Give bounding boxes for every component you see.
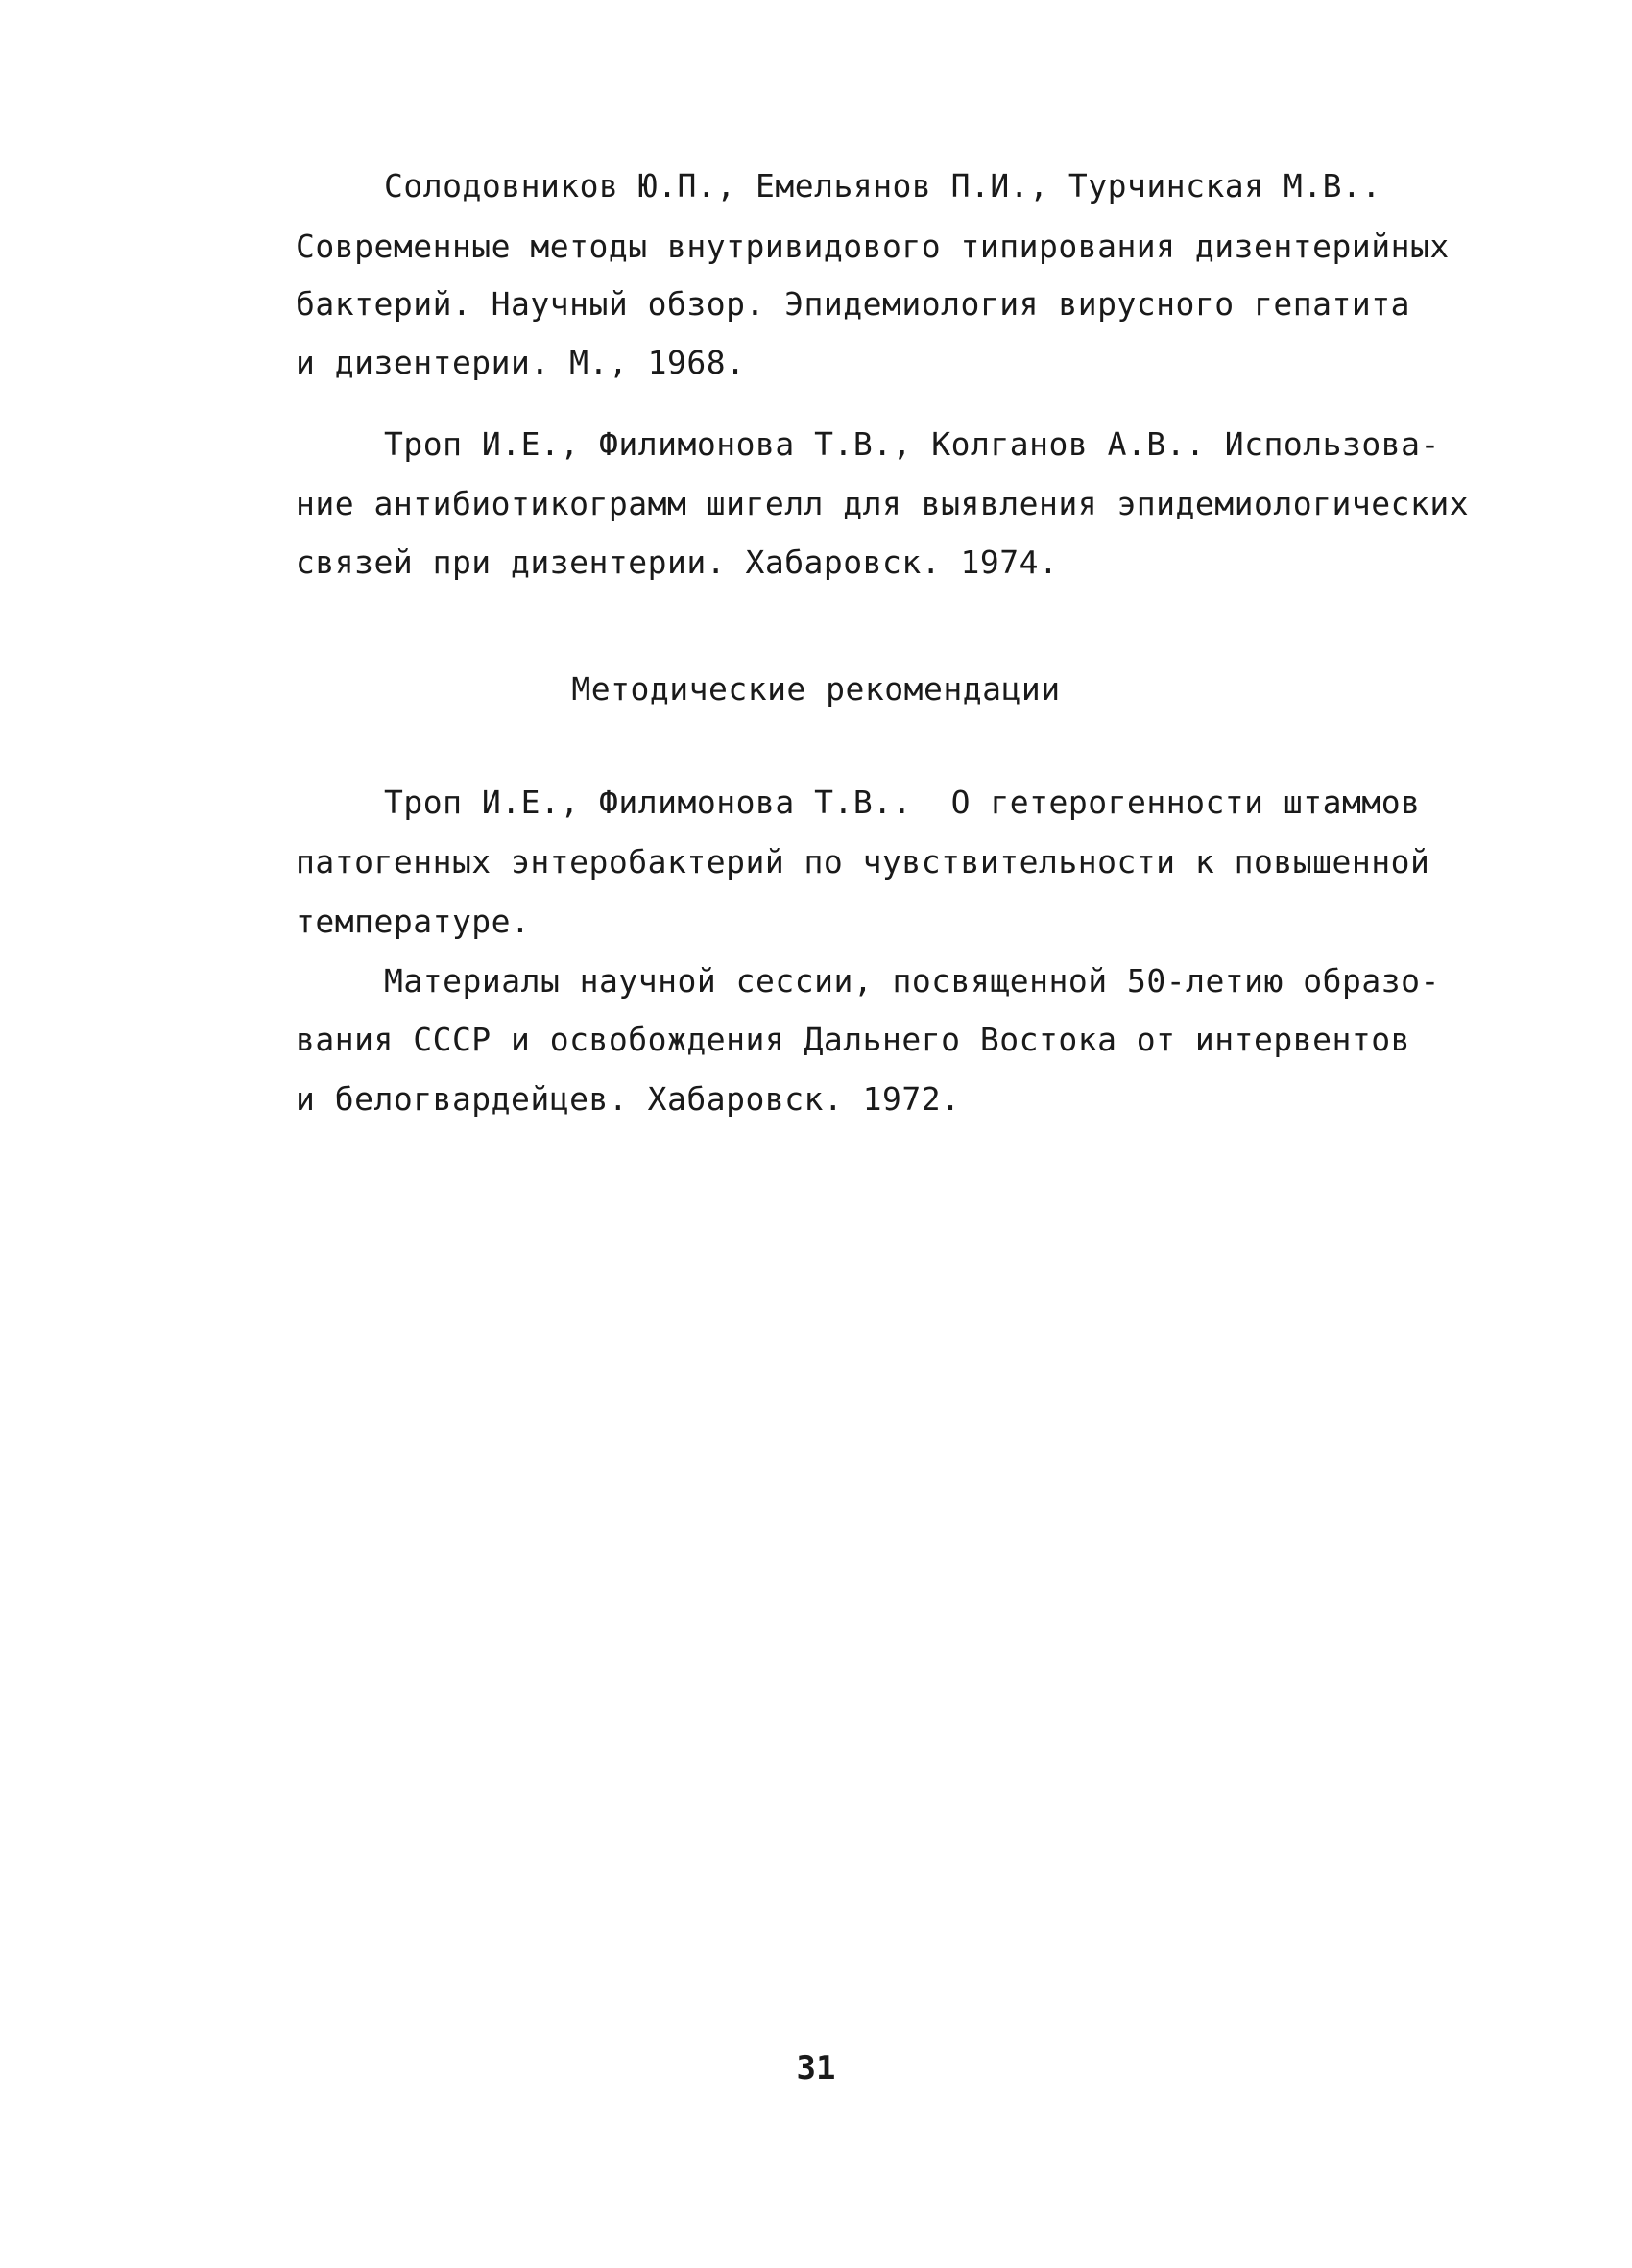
- reference-2-line-1: Троп И.Е., Филимонова Т.В., Колганов А.В.. Использова-: [384, 425, 1440, 463]
- section-heading: Методические рекомендации: [571, 670, 1061, 708]
- reference-1-line-2: Современные методы внутривидового типирования дизентерийных: [296, 228, 1450, 265]
- recommendation-1-line-3: температуре.: [296, 903, 531, 940]
- recommendation-1-line-2: патогенных энтеробактерий по чувствительности к повышенной: [296, 843, 1430, 881]
- reference-1-line-3: бактерий. Научный обзор. Эпидемиология вирусного гепатита: [296, 285, 1410, 323]
- page-number: 31: [796, 2049, 836, 2087]
- recommendation-2-line-1: Материалы научной сессии, посвященной 50-летию образо-: [384, 962, 1440, 1000]
- recommendation-1-line-1: Троп И.Е., Филимонова Т.В.. О гетерогенности штаммов: [384, 784, 1421, 821]
- reference-1-line-4: и дизентерии. М., 1968.: [296, 344, 746, 381]
- recommendation-2-line-2: вания СССР и освобождения Дальнего Востока от интервентов: [296, 1021, 1410, 1058]
- recommendation-2-line-3: и белогвардейцев. Хабаровск. 1972.: [296, 1080, 961, 1118]
- reference-2-line-2: ние антибиотикограмм шигелл для выявления эпидемиологических: [296, 485, 1470, 522]
- reference-1-line-1: Солодовников Ю.П., Емельянов П.И., Турчинская М.В..: [384, 167, 1381, 205]
- reference-2-line-3: связей при дизентерии. Хабаровск. 1974.: [296, 543, 1059, 581]
